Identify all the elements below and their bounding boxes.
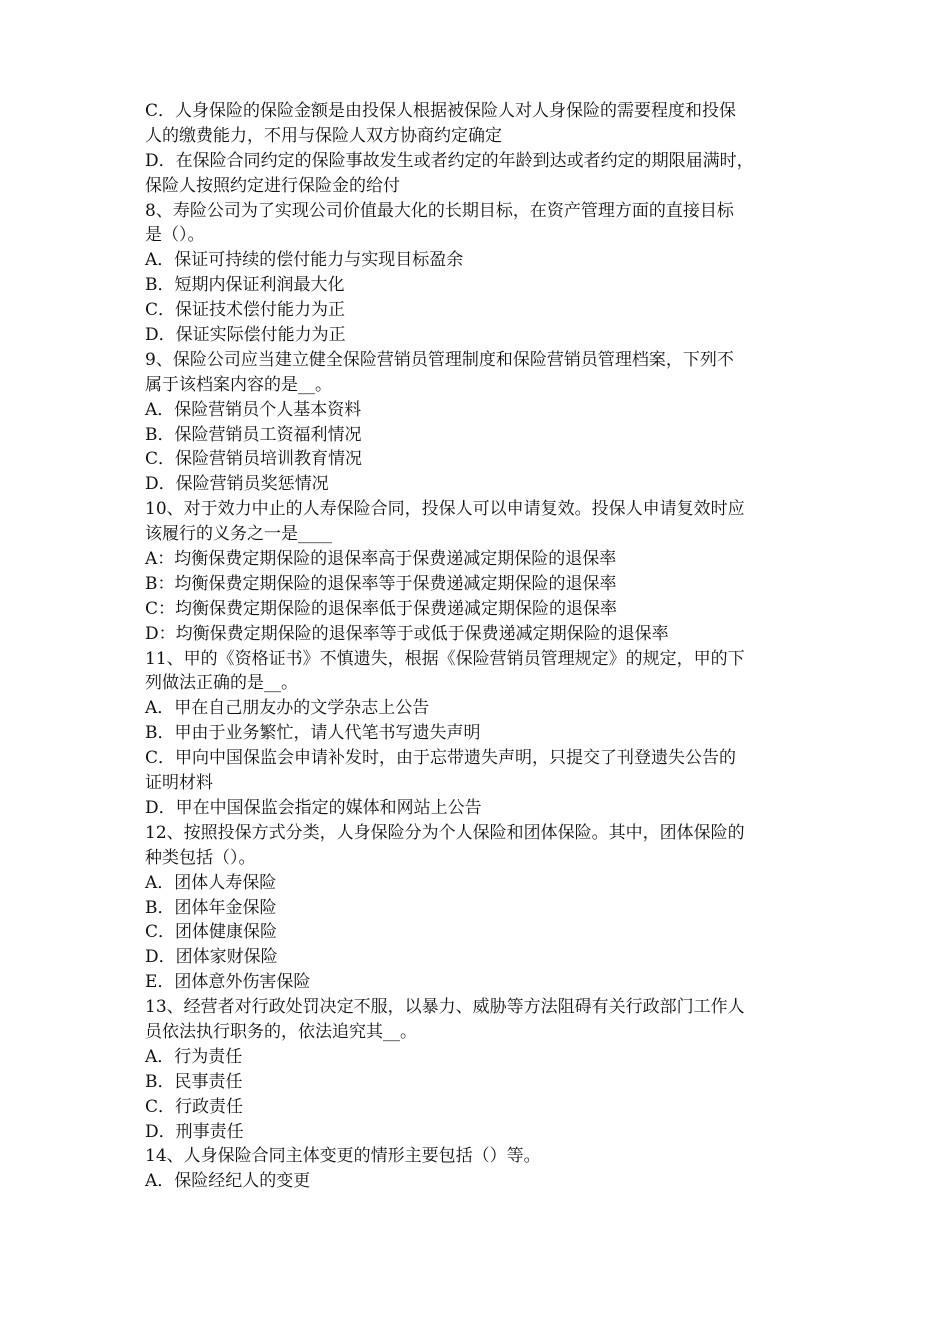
option-line: D．刑事责任 <box>145 1121 244 1142</box>
option-line: C．保证技术偿付能力为正 <box>145 300 346 321</box>
option-line: C．行政责任 <box>145 1096 244 1117</box>
question-8-stem: 8、寿险公司为了实现公司价值最大化的长期目标，在资产管理方面的直接目标 <box>145 200 734 221</box>
option-line: B．民事责任 <box>145 1071 243 1092</box>
document-body <box>145 99 825 1194</box>
option-line: A．团体人寿保险 <box>145 872 277 893</box>
question-14-stem: 14、人身保险合同主体变更的情形主要包括（）等。 <box>145 1146 541 1167</box>
text-line: 属于该档案内容的是__。 <box>145 374 332 395</box>
option-line: E．团体意外伤害保险 <box>145 972 311 993</box>
option-line: D：均衡保费定期保险的退保率等于或低于保费递减定期保险的退保率 <box>145 623 669 644</box>
option-line: A．行为责任 <box>145 1046 243 1067</box>
text-line: 种类包括（）。 <box>145 847 256 868</box>
option-line: D．甲在中国保监会指定的媒体和网站上公告 <box>145 797 482 818</box>
question-11-stem: 11、甲的《资格证书》不慎遗失，根据《保险营销员管理规定》的规定，甲的下 <box>145 648 745 669</box>
text-line: 员依法执行职务的，依法追究其__。 <box>145 1021 417 1042</box>
option-line: C：均衡保费定期保险的退保率低于保费递减定期保险的退保率 <box>145 598 618 619</box>
option-line: B．团体年金保险 <box>145 897 277 918</box>
option-line: A．保险经纪人的变更 <box>145 1171 311 1192</box>
option-line: B．甲由于业务繁忙，请人代笔书写遗失声明 <box>145 723 481 744</box>
option-line: D．保证实际偿付能力为正 <box>145 325 346 346</box>
text-line: 列做法正确的是__。 <box>145 673 298 694</box>
text-line: 是（）。 <box>145 225 205 246</box>
question-10-stem: 10、对于效力中止的人寿保险合同，投保人可以申请复效。投保人申请复效时应 <box>145 499 745 520</box>
question-13-stem: 13、经营者对行政处罚决定不服，以暴力、威胁等方法阻碍有关行政部门工作人 <box>145 997 745 1018</box>
option-line: C．保险营销员培训教育情况 <box>145 449 363 470</box>
option-line: A．保证可持续的偿付能力与实现目标盈余 <box>145 250 464 271</box>
text-line: C．人身保险的保险金额是由投保人根据被保险人对人身保险的需要程度和投保 <box>145 101 737 121</box>
option-line: A．甲在自己朋友办的文学杂志上公告 <box>145 698 430 719</box>
option-line: C．团体健康保险 <box>145 922 278 943</box>
text-line: 保险人按照约定进行保险金的给付 <box>145 175 400 196</box>
option-line: B：均衡保费定期保险的退保率等于保费递减定期保险的退保率 <box>145 573 617 594</box>
option-line: A．保险营销员个人基本资料 <box>145 399 362 420</box>
text-line: D．在保险合同约定的保险事故发生或者约定的年龄到达或者约定的期限届满时， <box>145 150 754 171</box>
option-line: A：均衡保费定期保险的退保率高于保费递减定期保险的退保率 <box>145 549 617 570</box>
question-12-stem: 12、按照投保方式分类，人身保险分为个人保险和团体保险。其中，团体保险的 <box>145 822 745 843</box>
option-line: D．保险营销员奖惩情况 <box>145 474 329 495</box>
option-line: C．甲向中国保监会申请补发时，由于忘带遗失声明，只提交了刊登遗失公告的 <box>145 748 737 769</box>
option-line: B．保险营销员工资福利情况 <box>145 424 362 445</box>
question-9-stem: 9、保险公司应当建立健全保险营销员管理制度和保险营销员管理档案，下列不 <box>145 349 734 370</box>
option-line: D．团体家财保险 <box>145 947 278 968</box>
text-line: 人的缴费能力，不用与保险人双方协商约定确定 <box>145 125 502 146</box>
text-line: 该履行的义务之一是____ <box>145 524 332 545</box>
option-line: B．短期内保证利润最大化 <box>145 275 345 296</box>
text-line: 证明材料 <box>145 773 213 794</box>
